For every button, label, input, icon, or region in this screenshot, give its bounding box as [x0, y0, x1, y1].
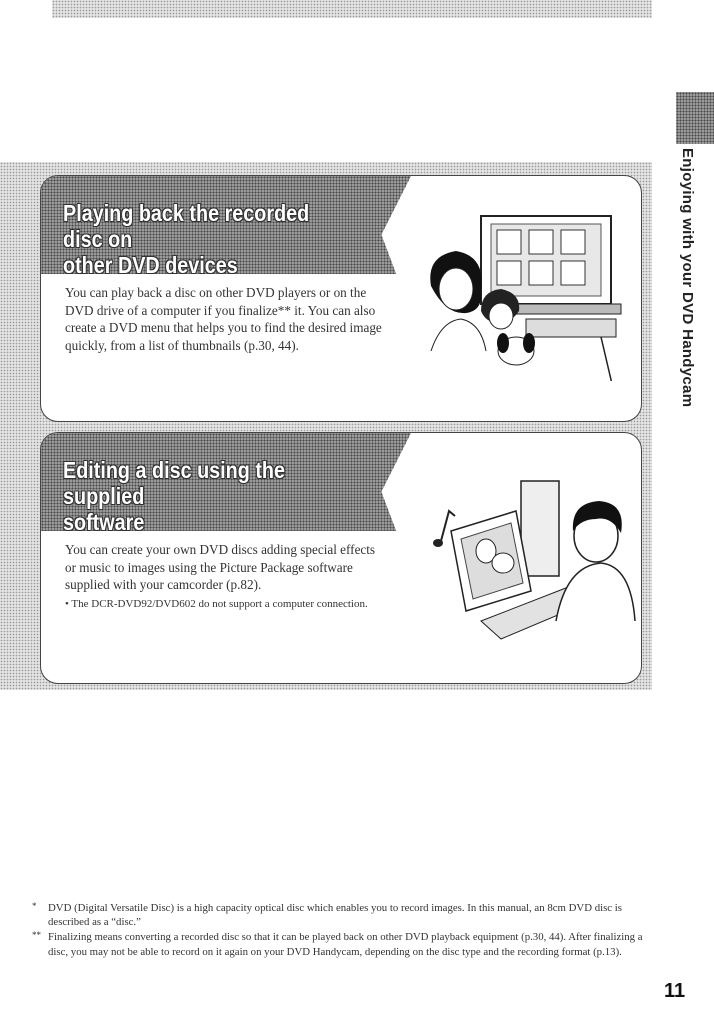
- footnote-1-text: DVD (Digital Versatile Disc) is a high capacity optical disc which enables you to record images. In this manual, an 8cm DVD disc is described as a “disc.”: [48, 902, 622, 929]
- footnote-1-mark: *: [32, 901, 37, 911]
- editing-body-text: You can create your own DVD discs adding special effects or music to images using the Picture Package software supplied with your camcorder (p.82).: [65, 542, 376, 592]
- page-number: 11: [664, 980, 686, 1002]
- side-tab-marker: [676, 92, 714, 144]
- side-tab-label: [678, 148, 698, 408]
- footnotes: [32, 901, 656, 960]
- editing-note-text: • The DCR-DVD92/DVD602 do not support a computer connection.: [65, 598, 368, 610]
- editing-heading-line-1: Editing a disc using the supplied: [63, 457, 286, 509]
- playback-heading-line-1: Playing back the recorded disc on: [63, 200, 310, 252]
- editing-heading-band: [41, 433, 411, 531]
- playback-heading-line-2: other DVD devices: [63, 252, 238, 274]
- footnote-1: [32, 901, 656, 929]
- footnote-2-mark: **: [32, 930, 41, 941]
- top-decorative-bar: [52, 0, 652, 18]
- playback-panel: [40, 175, 642, 422]
- playback-body-text: You can play back a disc on other DVD players or on the DVD drive of a computer if you finalize** it. You can also create a DVD menu that helps you to find the desired image quickly, from a list of thumbnails (p.30, 44).: [65, 285, 382, 353]
- family-watching-tv-illustration: [411, 211, 636, 381]
- playback-heading-band: [41, 176, 411, 274]
- footnote-2: [32, 930, 656, 958]
- side-tab-text: Enjoying with your DVD Handycam: [679, 148, 696, 408]
- editing-panel: [40, 432, 642, 684]
- footnote-2-text: Finalizing means converting a recorded disc so that it can be played back on other DVD playback equipment (p.30, 44). After finalizing a disc, you may not be able to record on it again on your DVD Handycam, depending on the disc type and the recording format (p.13).: [48, 931, 643, 958]
- playback-heading: [63, 200, 347, 274]
- editing-heading: [63, 457, 347, 531]
- editing-heading-line-2: software: [63, 509, 145, 531]
- man-at-computer-illustration: [421, 471, 636, 641]
